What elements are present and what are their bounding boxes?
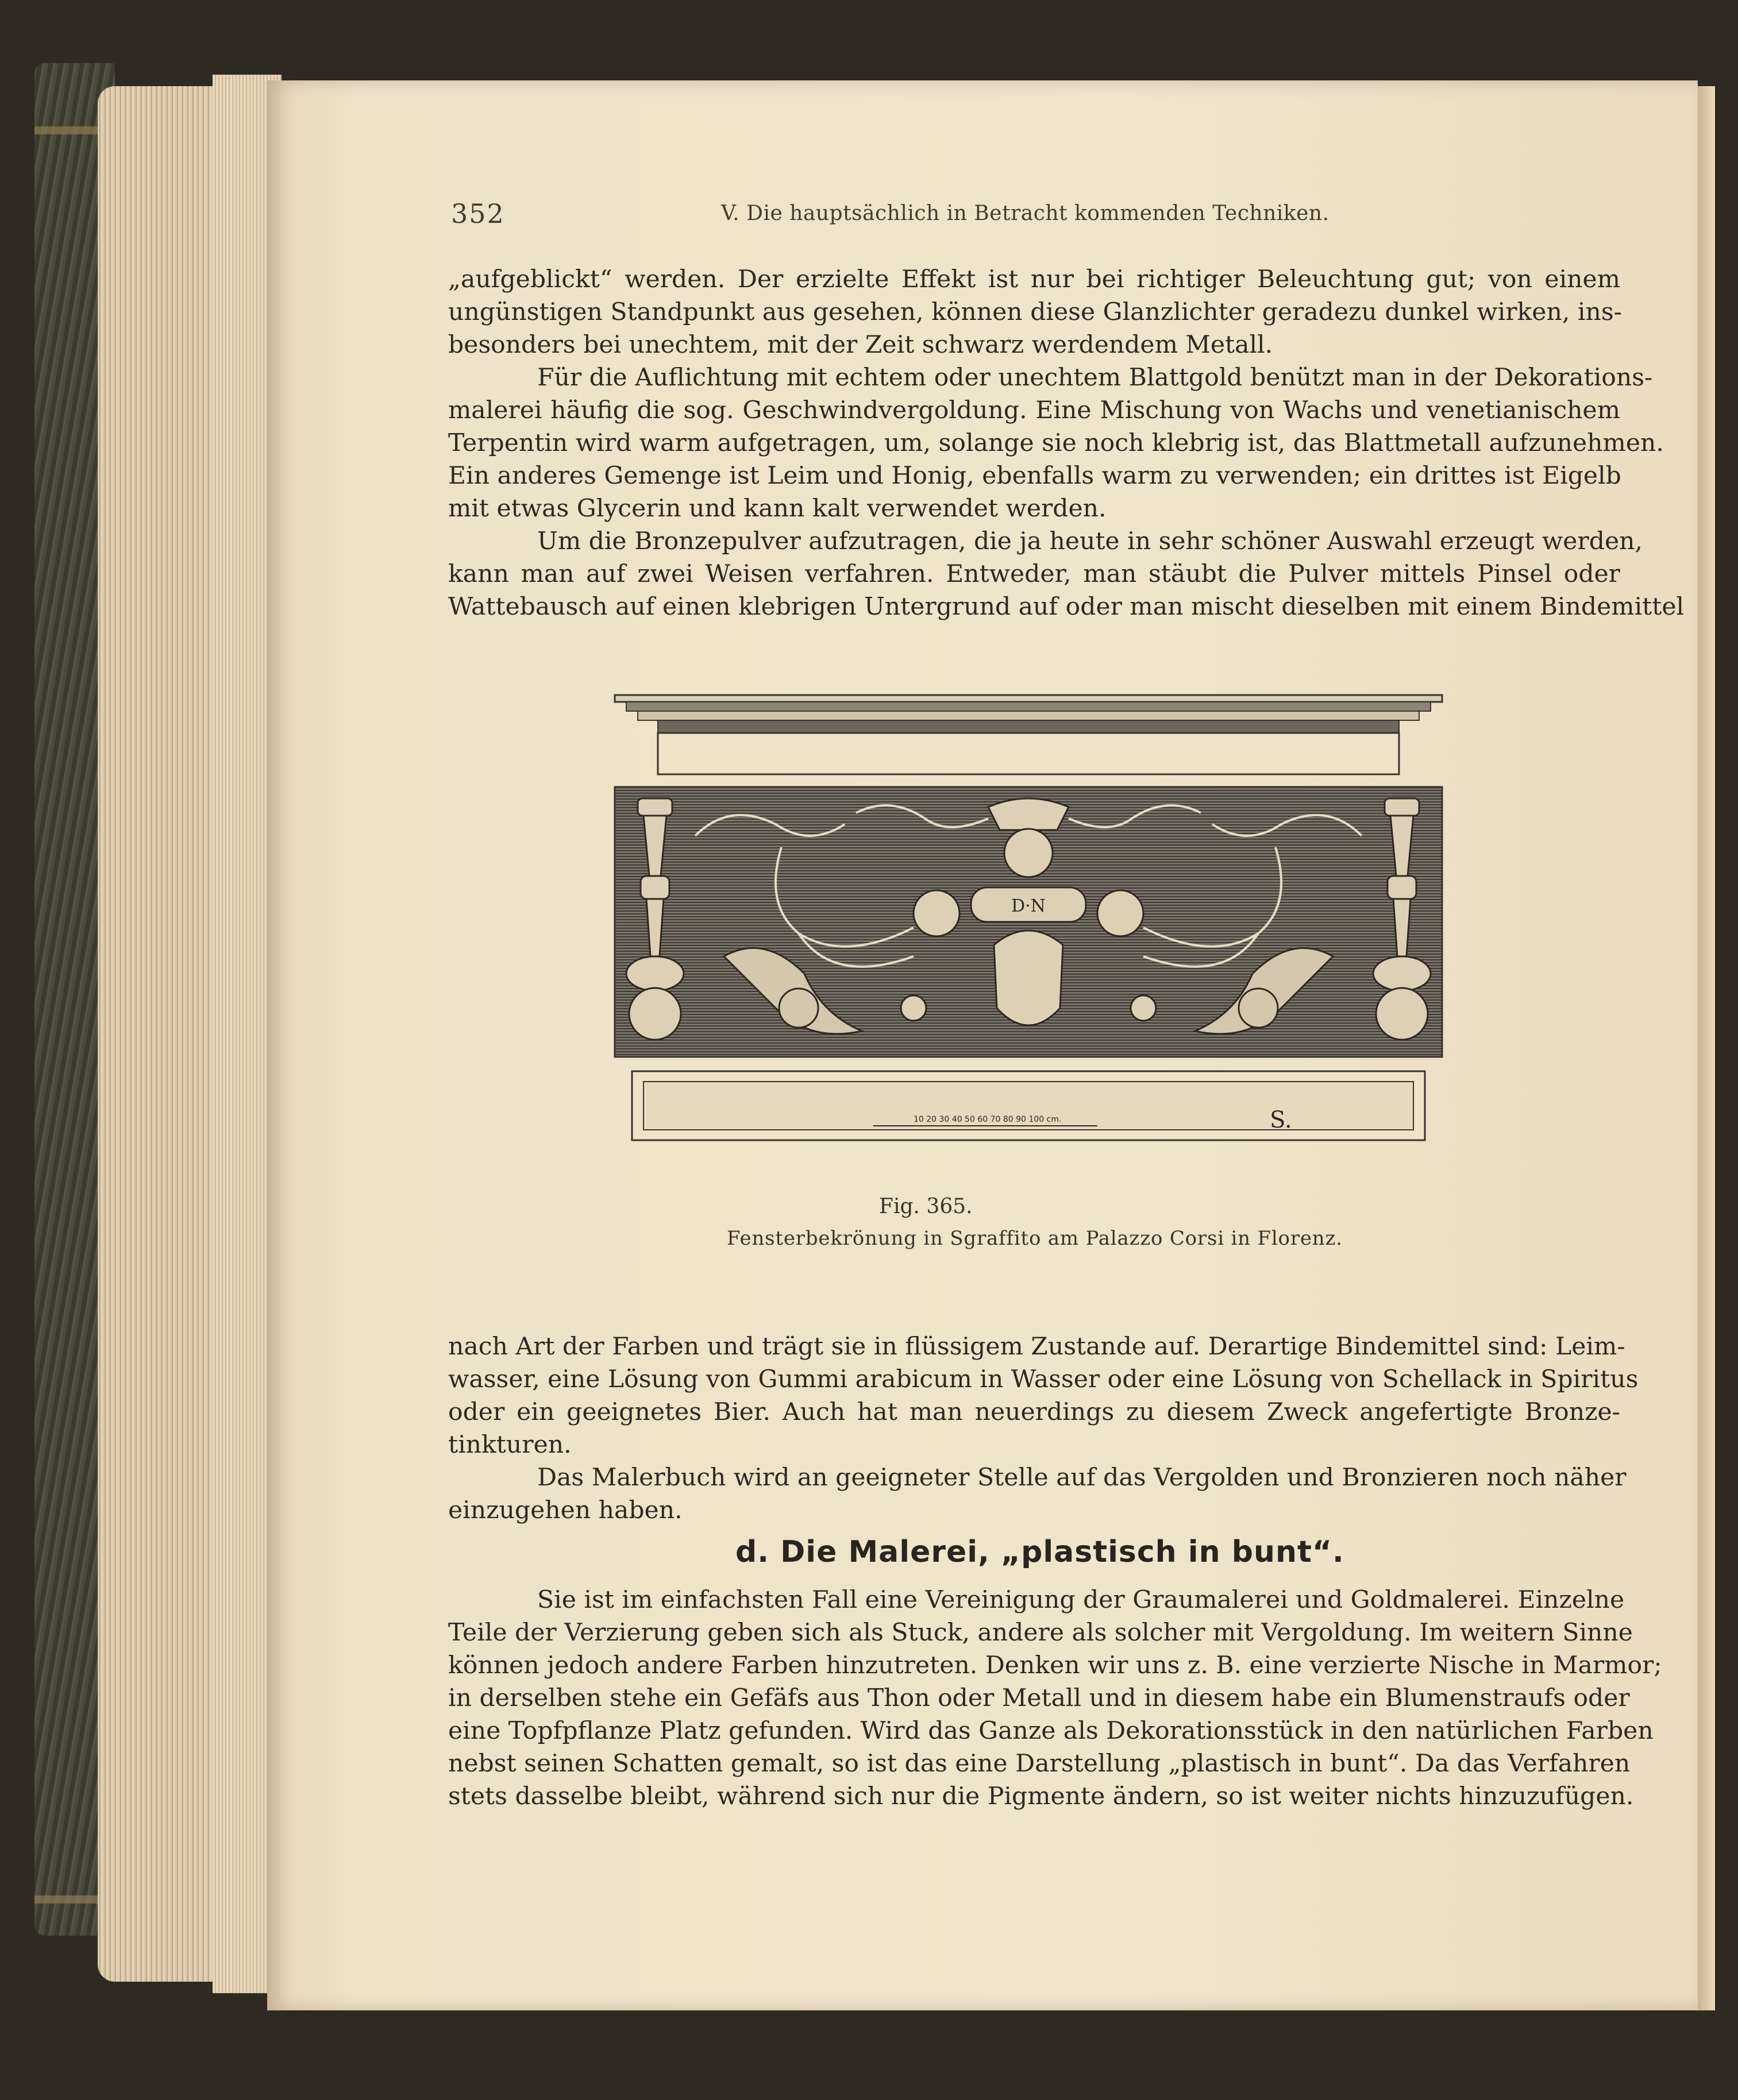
text-line: Sie ist im einfachsten Fall eine Vereinigung der Graumalerei und Goldmalerei. Einzelne	[537, 1586, 1625, 1614]
text-line: Terpentin wird warm aufgetragen, um, solange sie noch klebrig ist, das Blattmetall aufzunehmen.	[448, 429, 1664, 457]
running-head	[451, 198, 1330, 233]
text-line: Teile der Verzierung geben sich als Stuck, andere als solcher mit Vergoldung. Im weitern Sinne	[448, 1619, 1633, 1647]
text-line: nach Art der Farben und trägt sie in flüssigem Zustande auf. Derartige Bindemittel sind: Leim-	[448, 1333, 1625, 1361]
text-line: stets dasselbe bleibt, während sich nur die Pigmente ändern, so ist weiter nichts hinzuzufügen.	[448, 1782, 1634, 1811]
text-line: Das Malerbuch wird an geeigneter Stelle auf das Vergolden und Bronzieren noch näher	[537, 1464, 1627, 1492]
text-block-middle	[448, 1330, 1639, 1527]
text-line: malerei häufig die sog. Geschwindvergoldung. Eine Mischung von Wachs und venetianischem	[448, 396, 1620, 424]
figure-365	[592, 686, 1465, 1180]
page-number: 352	[451, 198, 505, 229]
text-line: einzugehen haben.	[448, 1496, 683, 1524]
text-line: Um die Bronzepulver aufzutragen, die ja heute in sehr schöner Auswahl erzeugt werden,	[537, 527, 1643, 555]
figure-number: Fig. 365.	[879, 1195, 973, 1218]
text-line: kann man auf zwei Weisen verfahren. Entweder, man stäubt die Pulver mittels Pinsel oder	[448, 560, 1620, 588]
text-line: besonders bei unechtem, mit der Zeit schwarz werdendem Metall.	[448, 331, 1273, 359]
text-line: oder ein geeignetes Bier. Auch hat man neuerdings zu diesem Zweck angefertigte Bronze-	[448, 1398, 1620, 1426]
text-line: Wattebausch auf einen klebrigen Untergrund auf oder man mischt dieselben mit einem Bindemittel	[448, 593, 1685, 621]
scale-bar-label: 10 20 30 40 50 60 70 80 90 100 cm.	[914, 1115, 1062, 1124]
text-line: wasser, eine Lösung von Gummi arabicum in Wasser oder eine Lösung von Schellack in Spiritus	[448, 1365, 1639, 1393]
text-line: Für die Auflichtung mit echtem oder unechtem Blattgold benützt man in der Dekorations-	[537, 364, 1653, 392]
text-line: „aufgeblickt“ werden. Der erzielte Effekt ist nur bei richtiger Beleuchtung gut; von einem	[448, 265, 1620, 294]
text-line: mit etwas Glycerin und kann kalt verwendet werden.	[448, 495, 1107, 523]
inscription-dn: D·N	[1011, 896, 1046, 916]
text-block-bottom	[448, 1584, 1662, 1813]
text-line: nebst seinen Schatten gemalt, so ist das eine Darstellung „plastisch in bunt“. Da das Verfahren	[448, 1750, 1631, 1778]
text-line: tinkturen.	[448, 1431, 572, 1459]
running-title: V. Die hauptsächlich in Betracht kommenden Techniken.	[721, 202, 1329, 225]
text-line: ungünstigen Standpunkt aus gesehen, können diese Glanzlichter geradezu dunkel wirken, ins-	[448, 298, 1622, 326]
text-line: können jedoch andere Farben hinzutreten. Denken wir uns z. B. eine verzierte Nische in Marmor;	[448, 1651, 1662, 1680]
figure-caption: Fensterbekrönung in Sgraffito am Palazzo Corsi in Florenz.	[727, 1227, 1343, 1250]
text-line: in derselben stehe ein Gefäfs aus Thon oder Metall und in diesem habe ein Blumenstraufs oder	[448, 1684, 1630, 1712]
sgraffito-illustration	[592, 686, 1465, 1180]
background-strip	[1715, 0, 1738, 2100]
text-line: Ein anderes Gemenge ist Leim und Honig, ebenfalls warm zu verwenden; ein drittes ist Eigelb	[448, 462, 1621, 490]
text-block-top	[448, 263, 1685, 623]
text-line: eine Topfpflanze Platz gefunden. Wird das Ganze als Dekorationsstück in den natürlichen Farben	[448, 1717, 1654, 1745]
artist-monogram: S.	[1270, 1107, 1292, 1133]
section-heading: d. Die Malerei, „plastisch in bunt“.	[735, 1535, 1344, 1569]
